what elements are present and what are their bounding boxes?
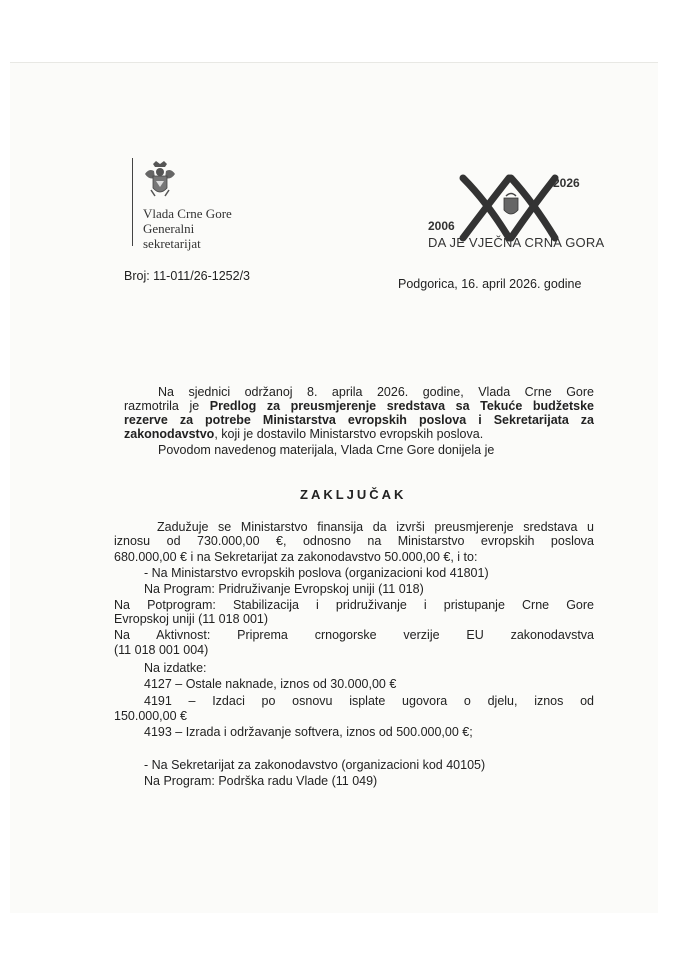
body-line: 4193 – Izrada i održavanje softvera, iznos od 500.000,00 €; <box>144 725 473 739</box>
body-line: Na izdatke: <box>144 661 207 675</box>
logo-year-end: 2026 <box>553 176 580 190</box>
body-line: Na Potprogram: Stabilizacija i pridruživanje i pristupanje Crne Gore <box>114 598 594 612</box>
institution-name <box>143 206 232 251</box>
body-line: 4191 – Izdaci po osnovu isplate ugovora o djelu, iznos od <box>144 694 594 708</box>
coat-of-arms-icon <box>143 160 177 200</box>
institution-line: sekretarijat <box>143 236 201 251</box>
intro-text: , koji je dostavilo Ministarstvo evropskih poslova. <box>214 427 484 441</box>
body-line: 680.000,00 € i na Sekretarijat za zakonodavstvo 50.000,00 €, i to: <box>114 550 478 564</box>
intro-line <box>124 399 594 413</box>
body-line: Zadužuje se Ministarstvo finansija da izvrši preusmjerenje sredstava u <box>157 520 594 534</box>
intro-line: rezerve za potrebe Ministarstva evropskih poslova i Sekretarijata za <box>124 413 594 427</box>
logo-motto: DA JE VJEČNA CRNA GORA <box>428 235 605 250</box>
intro-bold-text: Predlog za preusmjerenje sredstava sa Tekuće budžetske <box>209 399 594 413</box>
body-line: iznosu od 730.000,00 €, odnosno na Ministarstvo evropskih poslova <box>114 534 594 548</box>
intro-line <box>124 427 483 441</box>
body-line: 150.000,00 € <box>114 709 187 723</box>
place-and-date: Podgorica, 16. april 2026. godine <box>398 277 582 291</box>
document-title: ZAKLJUČAK <box>300 487 407 502</box>
intro-bold-text: zakonodavstvo <box>124 427 215 441</box>
header-divider <box>132 158 133 246</box>
reference-number: Broj: 11-011/26-1252/3 <box>124 269 251 283</box>
institution-line: Generalni <box>143 221 195 236</box>
body-line: (11 018 001 004) <box>114 643 209 657</box>
body-line: Na Program: Pridruživanje Evropskoj uniji (11 018) <box>144 582 424 596</box>
logo-year-start: 2006 <box>428 219 455 233</box>
body-line: Na Aktivnost: Priprema crnogorske verzije EU zakonodavstva <box>114 628 594 642</box>
body-line: - Na Sekretarijat za zakonodavstvo (organizacioni kod 40105) <box>144 758 486 772</box>
intro-line: Povodom navedenog materijala, Vlada Crne Gore donijela je <box>158 443 495 457</box>
body-line: Na Program: Podrška radu Vlade (11 049) <box>144 774 378 788</box>
intro-text: razmotrila je <box>124 399 210 413</box>
body-line: 4127 – Ostale naknade, iznos od 30.000,00 € <box>144 677 397 691</box>
intro-line: Na sjednici održanoj 8. aprila 2026. godine, Vlada Crne Gore <box>158 385 594 399</box>
institution-line: Vlada Crne Gore <box>143 206 232 221</box>
body-line: Evropskoj uniji (11 018 001) <box>114 612 269 626</box>
body-line: - Na Ministarstvo evropskih poslova (organizacioni kod 41801) <box>144 566 489 580</box>
